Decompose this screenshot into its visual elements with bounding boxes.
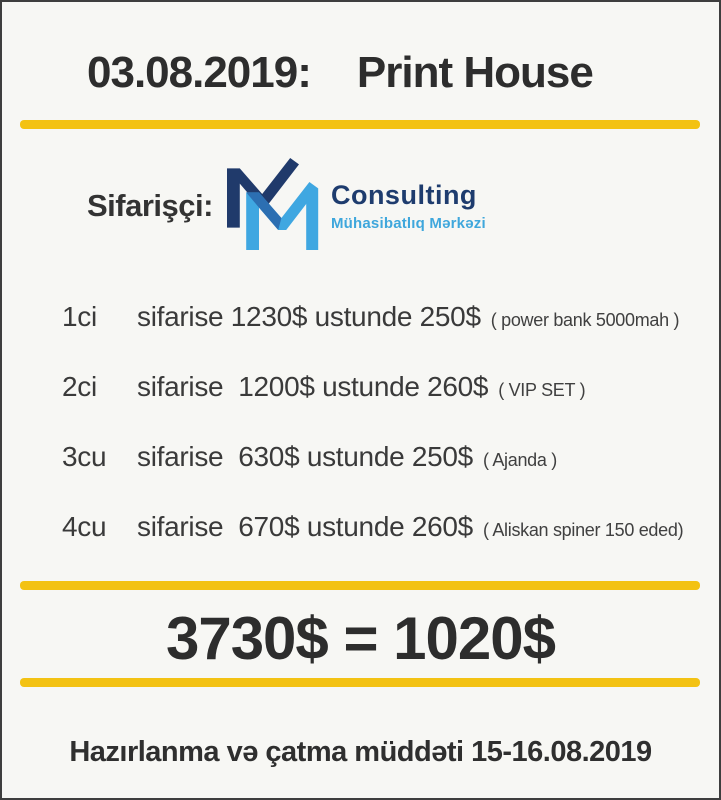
order-note: ( Ajanda )	[482, 450, 557, 470]
delivery-note: Hazırlanma və çatma müddəti 15-16.08.2019	[69, 736, 652, 768]
order-row	[62, 372, 695, 405]
logo-text	[331, 180, 486, 232]
logo-brand-name: Consulting	[330, 180, 477, 210]
divider-top	[20, 120, 700, 129]
order-ordinal: 1ci	[62, 301, 97, 332]
order-row	[62, 302, 695, 335]
order-note: ( VIP SET )	[498, 380, 586, 400]
order-row	[62, 442, 695, 475]
mm-consulting-logo-icon	[219, 155, 323, 257]
order-main: sifarise 1200$ ustunde 260$	[137, 371, 489, 402]
total-amount: 3730$ = 1020$	[165, 605, 556, 672]
header-date: 03.08.2019:	[87, 48, 311, 97]
order-ordinal: 2ci	[62, 371, 97, 402]
order-note: ( power bank 5000mah )	[490, 310, 680, 330]
order-ordinal: 4cu	[62, 511, 107, 542]
divider-above-total	[20, 581, 700, 590]
orders-list	[62, 302, 695, 582]
header	[87, 48, 593, 98]
order-row	[62, 512, 695, 545]
order-note: ( Aliskan spiner 150 eded)	[482, 520, 684, 540]
order-main: sifarise 1230$ ustunde 250$	[137, 301, 481, 332]
order-main: sifarise 670$ ustunde 260$	[137, 511, 473, 542]
client-label: Sifarişçi:	[87, 188, 213, 223]
order-main: sifarise 630$ ustunde 250$	[137, 441, 473, 472]
logo-tagline: Mühasibatlıq Mərkəzi	[330, 215, 486, 232]
page-title: Print House	[356, 48, 593, 97]
order-ordinal: 3cu	[62, 441, 107, 472]
divider-below-total	[20, 678, 700, 687]
client-row	[87, 152, 486, 260]
